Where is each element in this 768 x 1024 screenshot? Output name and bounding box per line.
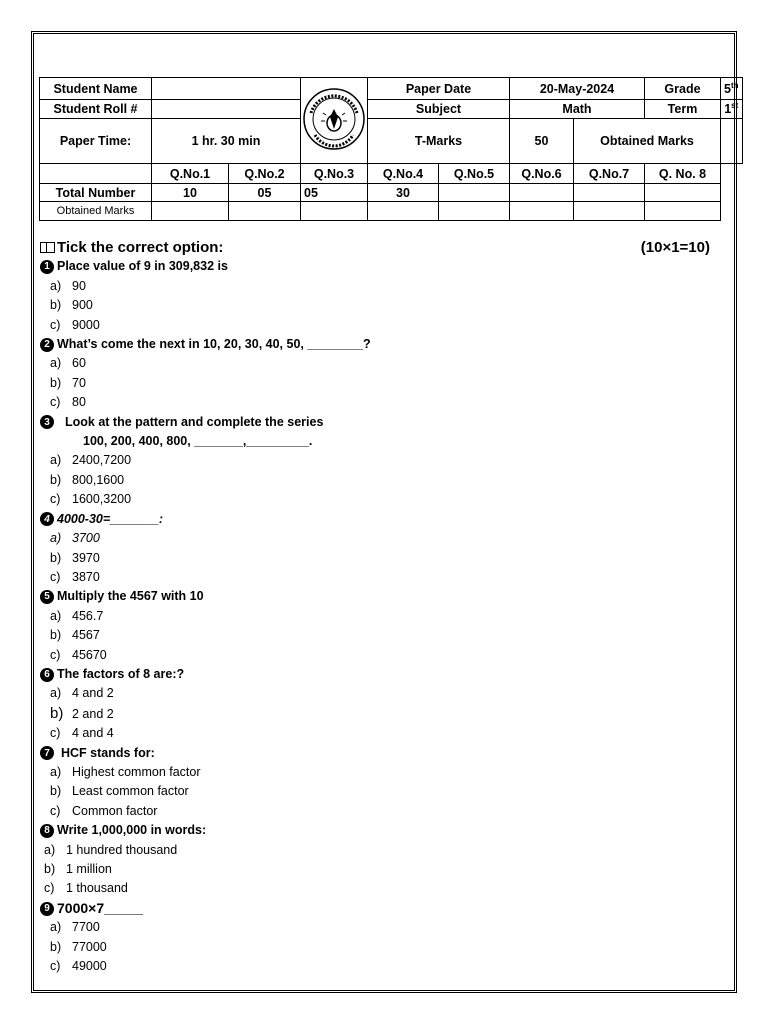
option-text: 800,1600 — [72, 472, 125, 487]
number-circle-icon: 6 — [40, 668, 54, 682]
option-letter: a) — [50, 686, 62, 701]
col-qno-3: Q.No.3 — [301, 164, 368, 184]
question-text: What’s come the next in 10, 20, 30, 40, 50, ________? — [57, 337, 371, 352]
option-text: 1600,3200 — [72, 492, 132, 507]
option-text: 49000 — [72, 959, 107, 974]
col-qno-6: Q.No.6 — [510, 164, 574, 184]
col-qno-5: Q.No.5 — [439, 164, 510, 184]
question-text: Look at the pattern and complete the series — [65, 414, 324, 429]
option-text: 3700 — [72, 531, 100, 546]
paper-date-value: 20-May-2024 — [510, 78, 645, 100]
paper-date-label: Paper Date — [368, 78, 510, 100]
option-text: 1 million — [66, 862, 112, 876]
total-number-row — [40, 184, 743, 202]
option-text: 45670 — [72, 647, 107, 662]
obtained-q8[interactable] — [645, 202, 721, 221]
option-letter: c) — [50, 569, 61, 584]
number-circle-icon: 4 — [40, 512, 54, 526]
option-letter: b) — [50, 298, 62, 313]
option-b[interactable] — [40, 471, 720, 490]
paper-time-label: Paper Time: — [40, 119, 152, 164]
option-text: 1 hundred thousand — [66, 842, 178, 857]
option-b[interactable] — [40, 626, 720, 645]
option-letter: a) — [50, 920, 62, 935]
total-number-label: Total Number — [40, 184, 152, 202]
obtained-marks-label: Obtained Marks — [40, 202, 152, 221]
question-text: Place value of 9 in 309,832 is — [57, 259, 228, 274]
section-marks: (10×1=10) — [640, 239, 710, 256]
col-qno-8: Q. No. 8 — [645, 164, 721, 184]
school-logo-seal — [301, 83, 367, 155]
option-a[interactable] — [40, 277, 720, 296]
total-q4: 30 — [368, 184, 439, 202]
term-number: 1 — [724, 102, 732, 117]
tmarks-value — [510, 119, 574, 164]
option-a[interactable] — [40, 354, 720, 373]
total-q1: 10 — [152, 184, 229, 202]
option-letter: a) — [50, 764, 62, 779]
header-table — [39, 77, 743, 221]
option-a[interactable] — [40, 684, 720, 703]
option-text: 1 thousand — [66, 881, 128, 896]
option-text: Common factor — [72, 803, 158, 818]
student-roll-field[interactable] — [152, 100, 301, 119]
total-q2: 05 — [229, 184, 301, 202]
option-text: 80 — [72, 395, 86, 410]
col-qno-7: Q.No.7 — [574, 164, 645, 184]
option-text: 90 — [72, 278, 86, 293]
option-letter: a) — [50, 453, 62, 468]
grade-number: 5 — [724, 82, 731, 97]
option-letter: c) — [44, 881, 55, 896]
question-3 — [40, 413, 720, 432]
question-columns-row — [40, 164, 743, 184]
option-letter: c) — [50, 726, 61, 741]
option-text: Highest common factor — [72, 764, 201, 779]
option-c[interactable] — [40, 802, 720, 821]
question-text: The factors of 8 are:? — [57, 666, 185, 681]
obtained-q3[interactable] — [301, 202, 368, 221]
col-qno-1: Q.No.1 — [152, 164, 229, 184]
option-a[interactable] — [40, 918, 720, 937]
number-circle-icon: 1 — [40, 260, 54, 274]
option-c[interactable] — [40, 393, 720, 412]
number-circle-icon: 2 — [40, 338, 54, 352]
section-heading — [40, 238, 720, 257]
option-text: 7700 — [72, 920, 100, 935]
student-name-label: Student Name — [40, 78, 152, 100]
obtained-q7[interactable] — [574, 202, 645, 221]
obtained-q5[interactable] — [439, 202, 510, 221]
number-circle-icon: 8 — [40, 824, 54, 838]
option-letter: b) — [50, 784, 62, 799]
question-text: Write 1,000,000 in words: — [57, 823, 207, 838]
term-value — [721, 100, 743, 119]
option-letter: c) — [50, 492, 61, 507]
obtained-q1[interactable] — [152, 202, 229, 221]
section-title: Tick the correct option: — [57, 239, 224, 256]
option-letter: a) — [50, 278, 62, 293]
total-q6 — [510, 184, 574, 202]
option-a[interactable] — [40, 607, 720, 626]
option-letter: c) — [50, 317, 61, 332]
question-text: 4000-30=_______: — [57, 511, 163, 526]
option-letter: a) — [44, 842, 56, 857]
obtained-marks-header-label: Obtained Marks — [574, 119, 721, 164]
option-text: 3970 — [72, 550, 100, 565]
question-4 — [40, 510, 720, 529]
option-c[interactable] — [40, 568, 720, 587]
option-b[interactable] — [40, 296, 720, 315]
question-2 — [40, 335, 720, 354]
option-letter: c) — [50, 803, 61, 818]
option-text: 60 — [72, 356, 86, 371]
option-text: Least common factor — [72, 784, 189, 799]
number-circle-icon: 5 — [40, 590, 54, 604]
option-text: 77000 — [72, 939, 107, 954]
option-a[interactable] — [40, 841, 720, 860]
question-6 — [40, 665, 720, 684]
number-circle-icon: 3 — [40, 415, 54, 429]
paper-time-value: 1 hr. 30 min — [152, 119, 301, 164]
option-letter: c) — [50, 395, 61, 410]
option-text: 2 and 2 — [72, 706, 114, 721]
question-7 — [40, 744, 720, 763]
blank-corner-cell — [40, 164, 152, 184]
term-suffix: st — [731, 101, 739, 111]
option-c[interactable] — [40, 646, 720, 665]
tmarks-number: 50 — [534, 134, 549, 148]
question-text: Multiply the 4567 with 10 — [57, 589, 204, 604]
option-text: 70 — [72, 375, 86, 390]
option-c[interactable] — [40, 957, 720, 976]
obtained-q4[interactable] — [368, 202, 439, 221]
question-1 — [40, 257, 720, 276]
option-c[interactable] — [40, 490, 720, 509]
option-a[interactable] — [40, 763, 720, 782]
option-letter: b) — [50, 939, 62, 954]
option-text: 3870 — [72, 569, 100, 584]
col-qno-4: Q.No.4 — [368, 164, 439, 184]
total-q5 — [439, 184, 510, 202]
school-logo — [301, 78, 368, 164]
option-text: 4567 — [72, 628, 100, 643]
obtained-q6[interactable] — [510, 202, 574, 221]
student-name-field[interactable] — [152, 78, 301, 100]
option-c[interactable] — [40, 879, 720, 898]
option-b[interactable] — [40, 704, 720, 724]
obtained-marks-header-field[interactable] — [721, 119, 743, 164]
option-a[interactable] — [40, 529, 720, 548]
option-text: 900 — [72, 298, 93, 313]
option-letter: b) — [50, 628, 62, 643]
book-icon — [40, 242, 55, 253]
option-letter: b) — [50, 472, 62, 487]
tmarks-label: T-Marks — [368, 119, 510, 164]
option-letter: a) — [50, 531, 62, 546]
option-letter: b) — [44, 862, 56, 876]
option-letter: c) — [50, 959, 61, 974]
option-text: 2400,7200 — [72, 453, 132, 468]
option-text: 4 and 2 — [72, 686, 114, 701]
option-b[interactable] — [40, 938, 720, 957]
section-title-wrap — [40, 238, 223, 257]
option-letter: b) — [50, 704, 64, 722]
number-circle-icon: 9 — [40, 902, 54, 916]
total-q8 — [645, 184, 721, 202]
obtained-q2[interactable] — [229, 202, 301, 221]
subject-label: Subject — [368, 100, 510, 119]
questions-section — [40, 238, 720, 976]
subject-value: Math — [510, 100, 645, 119]
total-q3: 05 — [301, 184, 368, 202]
option-letter: c) — [50, 647, 61, 662]
number-circle-icon: 7 — [40, 746, 54, 760]
option-b[interactable] — [40, 860, 720, 879]
question-5 — [40, 587, 720, 606]
option-b[interactable] — [40, 782, 720, 801]
option-c[interactable] — [40, 724, 720, 743]
grade-label: Grade — [645, 78, 721, 100]
grade-suffix: th — [730, 80, 739, 90]
student-roll-label: Student Roll # — [40, 100, 152, 119]
option-text: 4 and 4 — [72, 726, 114, 741]
option-c[interactable] — [40, 316, 720, 335]
option-a[interactable] — [40, 451, 720, 470]
term-label: Term — [645, 100, 721, 119]
option-letter: b) — [50, 375, 62, 390]
question-text: HCF stands for: — [61, 745, 155, 760]
question-text: 7000×7_____ — [57, 899, 144, 916]
col-qno-2: Q.No.2 — [229, 164, 301, 184]
option-letter: a) — [50, 608, 62, 623]
total-q7 — [574, 184, 645, 202]
option-letter: b) — [50, 550, 62, 565]
option-b[interactable] — [40, 549, 720, 568]
question-9 — [40, 899, 720, 918]
question-8 — [40, 821, 720, 840]
obtained-marks-row — [40, 202, 743, 221]
option-text: 456.7 — [72, 608, 104, 623]
option-text: 9000 — [72, 317, 100, 332]
option-b[interactable] — [40, 374, 720, 393]
option-letter: a) — [50, 356, 62, 371]
grade-value — [721, 78, 743, 100]
question-3-series: 100, 200, 400, 800, _______,_________. — [83, 434, 313, 449]
